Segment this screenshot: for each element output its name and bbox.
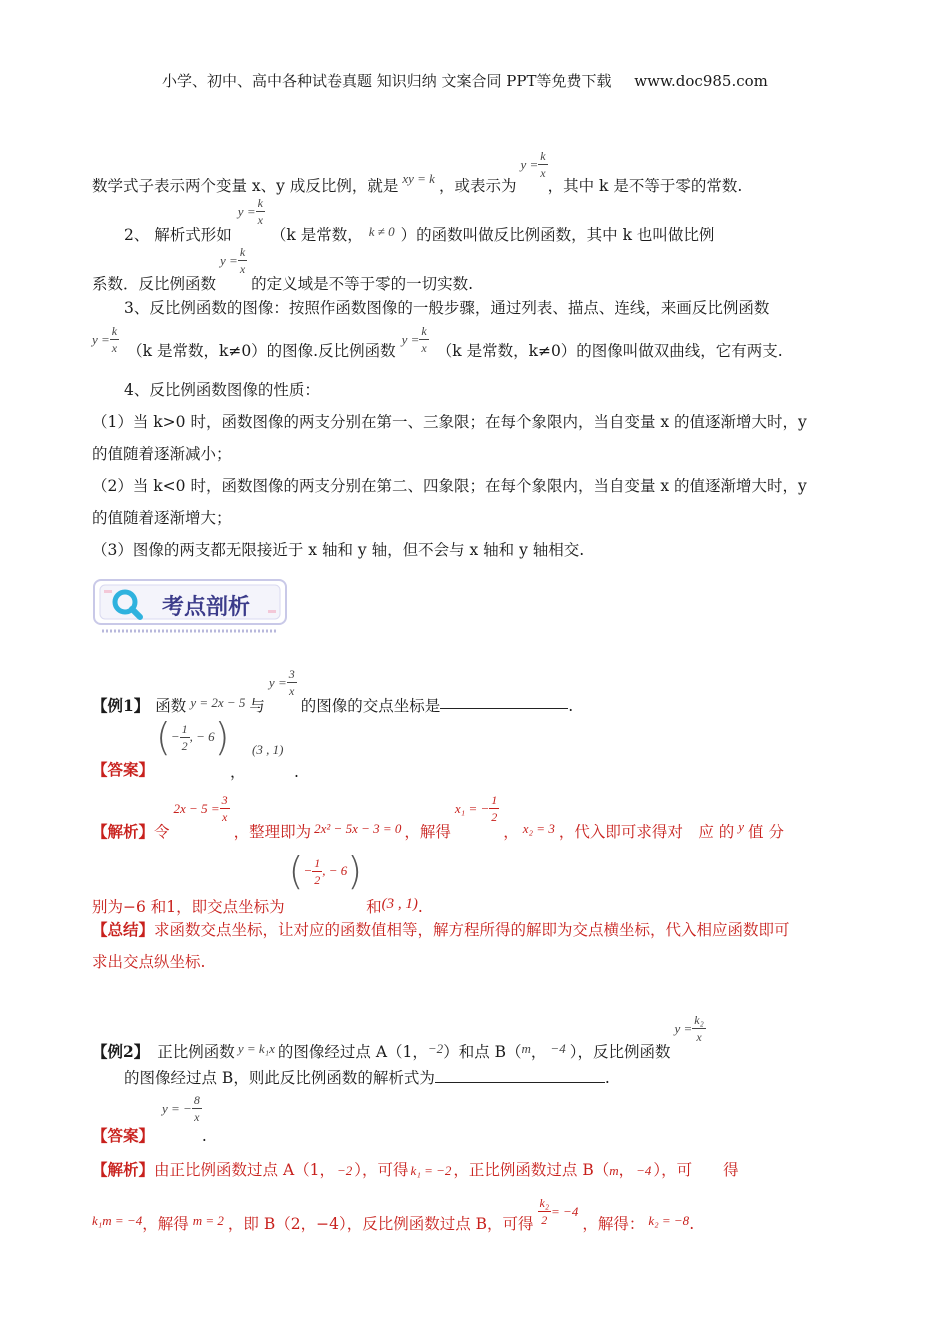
text: 的图像的交点坐标是 (300, 696, 441, 715)
answer-label: 【答案】 (92, 760, 155, 779)
formula-x1: x₁ = − $\frac{1}{2}$ (454, 793, 498, 824)
text: ，即 B（2，−4），反比例函数过点 B，可得 (227, 1215, 534, 1233)
text: . (201, 1126, 207, 1145)
text: . (294, 763, 299, 781)
section-banner (92, 576, 290, 634)
text: 令 (154, 822, 170, 841)
text: 的定义域是不等于零的一切实数. (251, 274, 474, 293)
analysis-label: 【解析】 (92, 1160, 155, 1179)
example-1-analysis (92, 793, 784, 841)
formula-k-neq-0: k ≠ 0 (368, 223, 395, 239)
page-header (162, 70, 768, 91)
property-2-cont: 的值随着逐渐增大； (92, 509, 232, 527)
formula-xy-k: xy = k (402, 170, 435, 186)
formula-y-k-over-x: y = $\frac{k}{x}$ (520, 149, 546, 180)
search-icon (110, 587, 146, 623)
example-1-analysis-line-2 (92, 849, 423, 916)
formula-k2-over-2: $\frac{\text{k₂}}{2}$ = −4 (539, 1196, 579, 1227)
text: 由正比例函数过点 A（1， (154, 1161, 335, 1179)
text: ），可 得 (653, 1161, 739, 1179)
formula-m: m = 2 (192, 1213, 224, 1228)
text: ，整理即为 (233, 822, 312, 841)
text: ，解得 (404, 822, 451, 841)
formula-k2: k₂ = −8 (648, 1213, 690, 1228)
text: 别为−6 和1，即交点坐标为 (92, 898, 285, 916)
answer-blank[interactable] (435, 1066, 605, 1083)
text: ，或表示为 (438, 176, 517, 195)
text: 系数．反比例函数 (92, 274, 217, 293)
text: 求函数交点坐标，让对应的函数值相等，解方程所得的解即为交点横坐标，代入相应函数即可 (154, 921, 790, 939)
formula-x2: x₂ = 3 (522, 820, 555, 836)
text: ），反比例函数 (569, 1042, 671, 1061)
property-1-cont: 的值随着逐渐减小； (92, 445, 232, 463)
example-1-summary-line-2: 求出交点纵坐标. (92, 953, 206, 971)
formula-k1: k₁ = −2 (410, 1163, 452, 1178)
answer-point-1: ( − $\frac{1}{2}$ , − 6 ) (288, 849, 363, 893)
text: 正比例函数 (157, 1042, 235, 1061)
formula-y-k-over-x: y = $\frac{k}{x}$ (237, 196, 263, 227)
formula-linear: y = 2x − 5 (190, 694, 246, 710)
formula-3-over-x: y = $\frac{3}{x}$ (268, 667, 295, 698)
formula-k1m: k₁m = −4 (92, 1213, 143, 1228)
text: ）的函数叫做反比例函数，其中 k 也叫做比例 (400, 225, 715, 244)
text: ）和点 B（ (443, 1042, 522, 1061)
header-url[interactable]: www.doc985.com (634, 72, 768, 90)
properties-heading: 4、反比例函数图像的性质： (124, 381, 320, 399)
property-1: （1）当 k>0 时，函数图像的两支分别在第一、三象限；在每个象限内，当自变量 x 的值逐渐增大时，y (92, 413, 807, 431)
answer-label: 【答案】 (92, 1125, 155, 1145)
answer-formula: y = − $\frac{8}{x}$ (162, 1093, 200, 1124)
text: 与 (249, 696, 265, 715)
property-3: （3）图像的两支都无限接近于 x 轴和 y 轴，但不会与 x 轴和 y 轴相交. (92, 541, 585, 559)
value-m: m (609, 1163, 619, 1178)
example-1-question (92, 667, 574, 715)
example-2-answer (92, 1093, 207, 1145)
text: （k 是常数，k≠0）的图像.反比例函数 (127, 341, 396, 360)
text: 和 (366, 898, 382, 916)
banner-title: 考点剖析 (162, 595, 251, 620)
formula-k2-over-x: y = $\frac{\text{k₂}}{x}$ (674, 1013, 704, 1044)
definition-line-1 (92, 149, 743, 195)
value-neg-4: −4 (636, 1163, 652, 1178)
example-2-analysis (92, 1160, 739, 1181)
answer-blank[interactable] (440, 692, 568, 709)
analysis-label: 【解析】 (92, 821, 155, 841)
example-label: 【例1】 (92, 695, 150, 715)
text: ，解得： (582, 1215, 645, 1233)
graph-paragraph: 3、反比例函数的图像：按照作函数图像的一般步骤，通过列表、描点、连线，来画反比例函数 (124, 299, 770, 317)
value-neg-2: −2 (337, 1163, 353, 1178)
text: ，解得 (142, 1215, 189, 1233)
text: 的图像经过点 A（1， (277, 1042, 428, 1061)
graph-paragraph-line-2 (92, 324, 783, 360)
example-2-question (92, 1013, 706, 1061)
text: 值 分 (748, 822, 784, 841)
text: ， (503, 822, 519, 841)
definition-paragraph-2-line-2 (92, 245, 474, 293)
example-2-question-line-2 (124, 1066, 610, 1088)
text: 函数 (155, 696, 187, 715)
value-neg-2: −2 (427, 1040, 444, 1056)
text: ，其中 k 是不等于零的常数. (547, 176, 743, 195)
text: ），可得 (354, 1161, 409, 1179)
text: ，正比例函数过点 B（ (453, 1161, 610, 1179)
text: （k 是常数， (270, 225, 363, 244)
property-2: （2）当 k<0 时，函数图像的两支分别在第二、四象限；在每个象限内，当自变量 x 的值逐渐增大时，y (92, 477, 807, 495)
example-1-summary (92, 920, 790, 940)
text: . (604, 1069, 610, 1087)
formula-y-k-over-x: y = $\frac{k}{x}$ (401, 324, 427, 355)
text: 数学式子表示两个变量 x、y 成反比例，就是 (92, 176, 399, 195)
text: 2、 解析式形如 (124, 225, 232, 244)
formula-y-k-over-x: y = $\frac{k}{x}$ (92, 324, 118, 355)
text: ， (230, 763, 246, 781)
text: ， (618, 1161, 635, 1179)
example-label: 【例2】 (92, 1041, 150, 1061)
answer-point-1: ( − $\frac{1}{2}$ , − 6 ) (156, 715, 230, 759)
answer-point-2: (3 , 1) (381, 896, 418, 912)
formula-y: y (738, 818, 745, 834)
text: . (417, 898, 423, 916)
text: . (568, 696, 574, 715)
answer-point-2: (3 , 1) (252, 742, 284, 757)
header-text: 小学、初中、高中各种试卷真题 知识归纳 文案合同 PPT等免费下载 (162, 72, 612, 90)
value-neg-4: −4 (550, 1040, 566, 1056)
text: ，代入即可求得对 应 的 (558, 822, 735, 841)
formula-quadratic: 2x² − 5x − 3 = 0 (314, 820, 402, 836)
formula-y-k-over-x: y = $\frac{k}{x}$ (220, 245, 246, 276)
formula-equation: 2x − 5 = $\frac{3}{x}$ (173, 793, 228, 824)
text: . (689, 1215, 695, 1233)
example-2-analysis-line-2 (92, 1192, 695, 1233)
text: 的图像经过点 B，则此反比例函数的解析式为 (124, 1069, 435, 1087)
text: ， (530, 1042, 547, 1061)
formula-direct-proportion: y = k₁x (237, 1040, 275, 1056)
value-m: m (521, 1040, 531, 1056)
text: （k 是常数，k≠0）的图像叫做双曲线，它有两支. (436, 341, 783, 360)
summary-label: 【总结】 (92, 920, 155, 939)
